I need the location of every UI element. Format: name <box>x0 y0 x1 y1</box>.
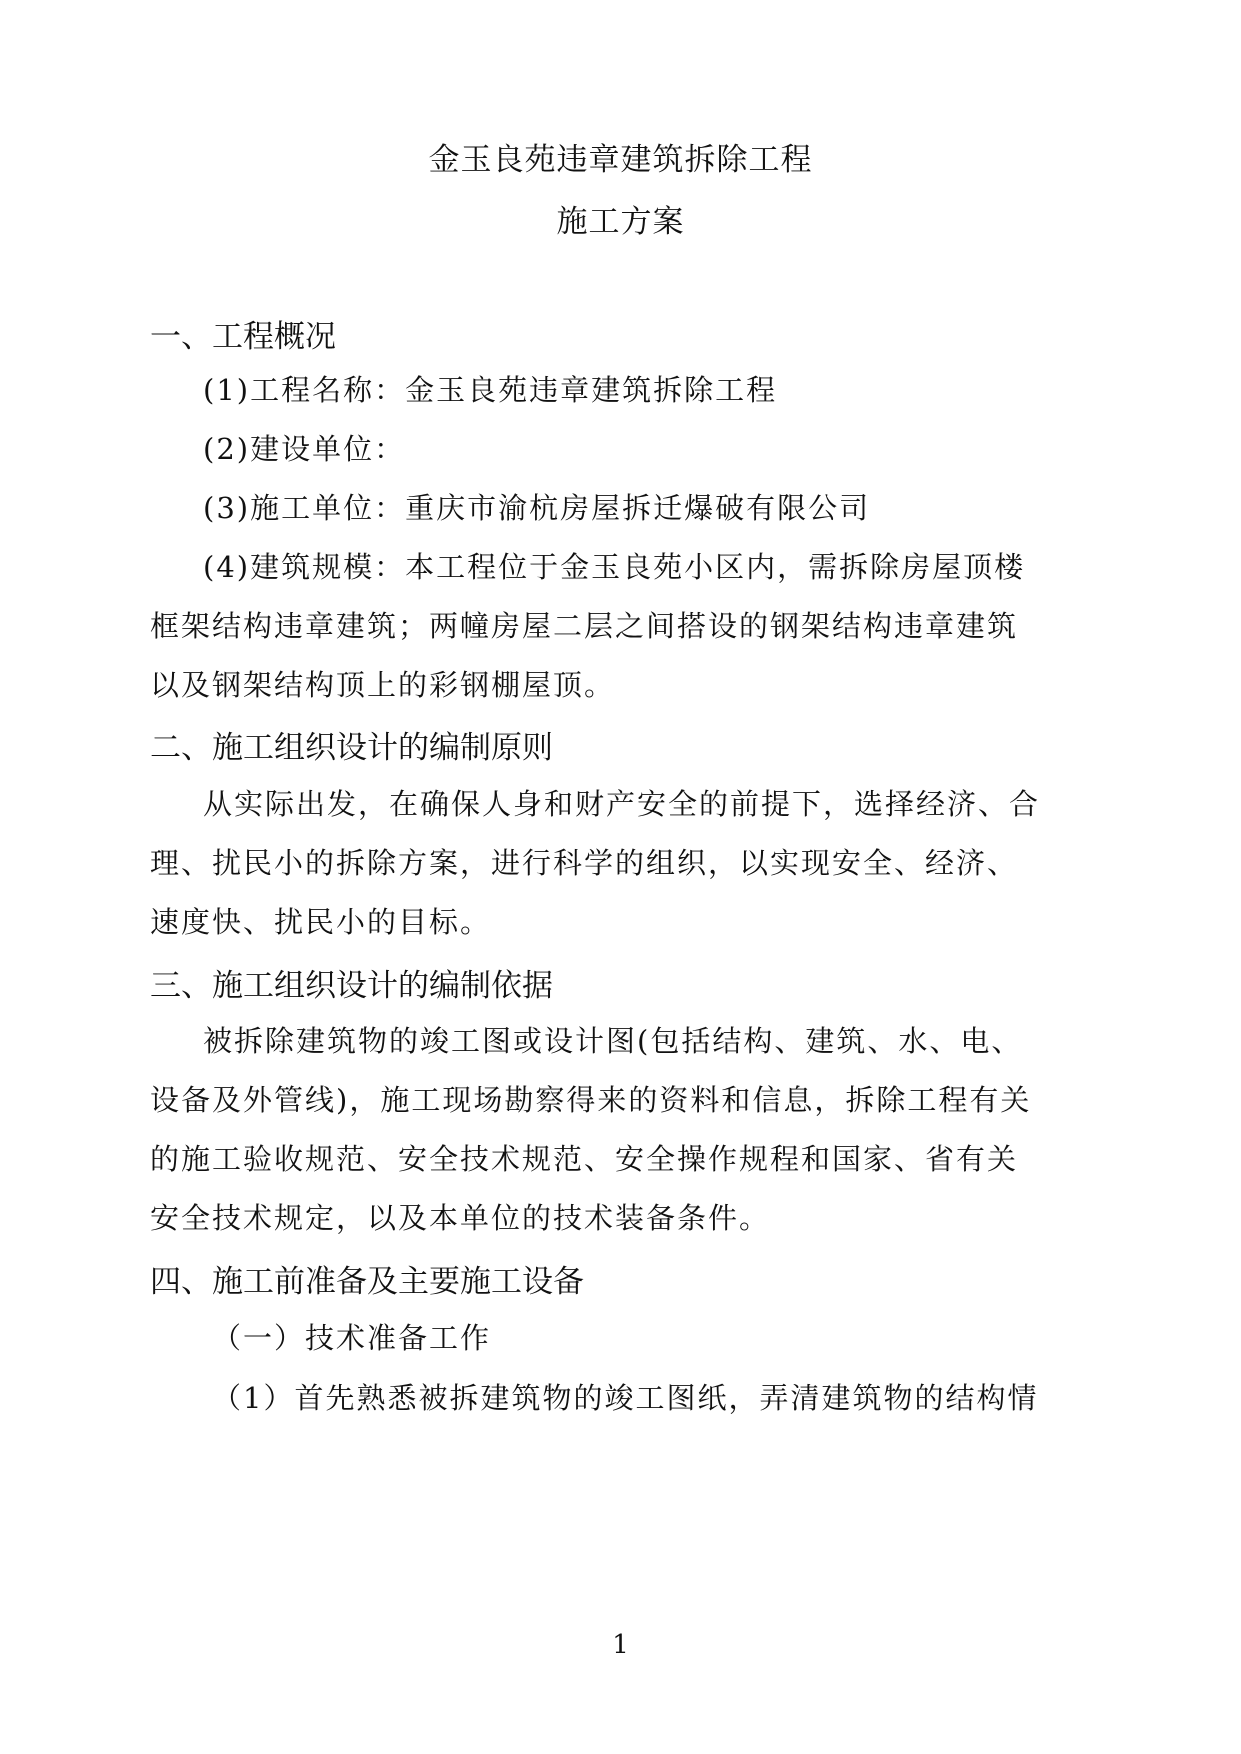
page-number: 1 <box>612 1630 629 1660</box>
body-text-line: 框架结构违章建筑；两幢房屋二层之间搭设的钢架结构违章建筑 <box>150 609 1019 643</box>
body-text-line: 安全技术规定，以及本单位的技术装备条件。 <box>150 1201 771 1235</box>
body-text-line: （1）首先熟悉被拆建筑物的竣工图纸，弄清建筑物的结构情 <box>212 1381 1039 1415</box>
body-text-line: 设备及外管线)，施工现场勘察得来的资料和信息，拆除工程有关 <box>150 1083 1032 1117</box>
body-text-line: 从实际出发，在确保人身和财产安全的前提下，选择经济、合 <box>203 787 1041 821</box>
body-text-line: 速度快、扰民小的目标。 <box>150 905 492 939</box>
body-text-line: 的施工验收规范、安全技术规范、安全操作规程和国家、省有关 <box>150 1142 1019 1176</box>
scale-line: (4)建筑规模：本工程位于金玉良苑小区内，需拆除房屋顶楼 <box>203 550 1026 584</box>
contractor-line: (3)施工单位：重庆市渝杭房屋拆迁爆破有限公司 <box>203 491 871 525</box>
section-heading-1: 一、工程概况 <box>150 319 336 355</box>
body-text-line: 以及钢架结构顶上的彩钢棚屋顶。 <box>150 668 616 702</box>
section-heading-4: 四、施工前准备及主要施工设备 <box>150 1264 584 1300</box>
project-name-line: (1)工程名称：金玉良苑违章建筑拆除工程 <box>203 373 778 407</box>
subsection-heading: （一）技术准备工作 <box>212 1321 492 1355</box>
client-line: (2)建设单位： <box>203 432 406 466</box>
section-heading-2: 二、施工组织设计的编制原则 <box>150 730 553 766</box>
body-text-line: 理、扰民小的拆除方案，进行科学的组织，以实现安全、经济、 <box>150 846 1019 880</box>
document-title: 金玉良苑违章建筑拆除工程 <box>428 142 813 178</box>
section-heading-3: 三、施工组织设计的编制依据 <box>150 968 553 1004</box>
document-subtitle: 施工方案 <box>556 204 685 240</box>
body-text-line: 被拆除建筑物的竣工图或设计图(包括结构、建筑、水、电、 <box>203 1024 1023 1058</box>
